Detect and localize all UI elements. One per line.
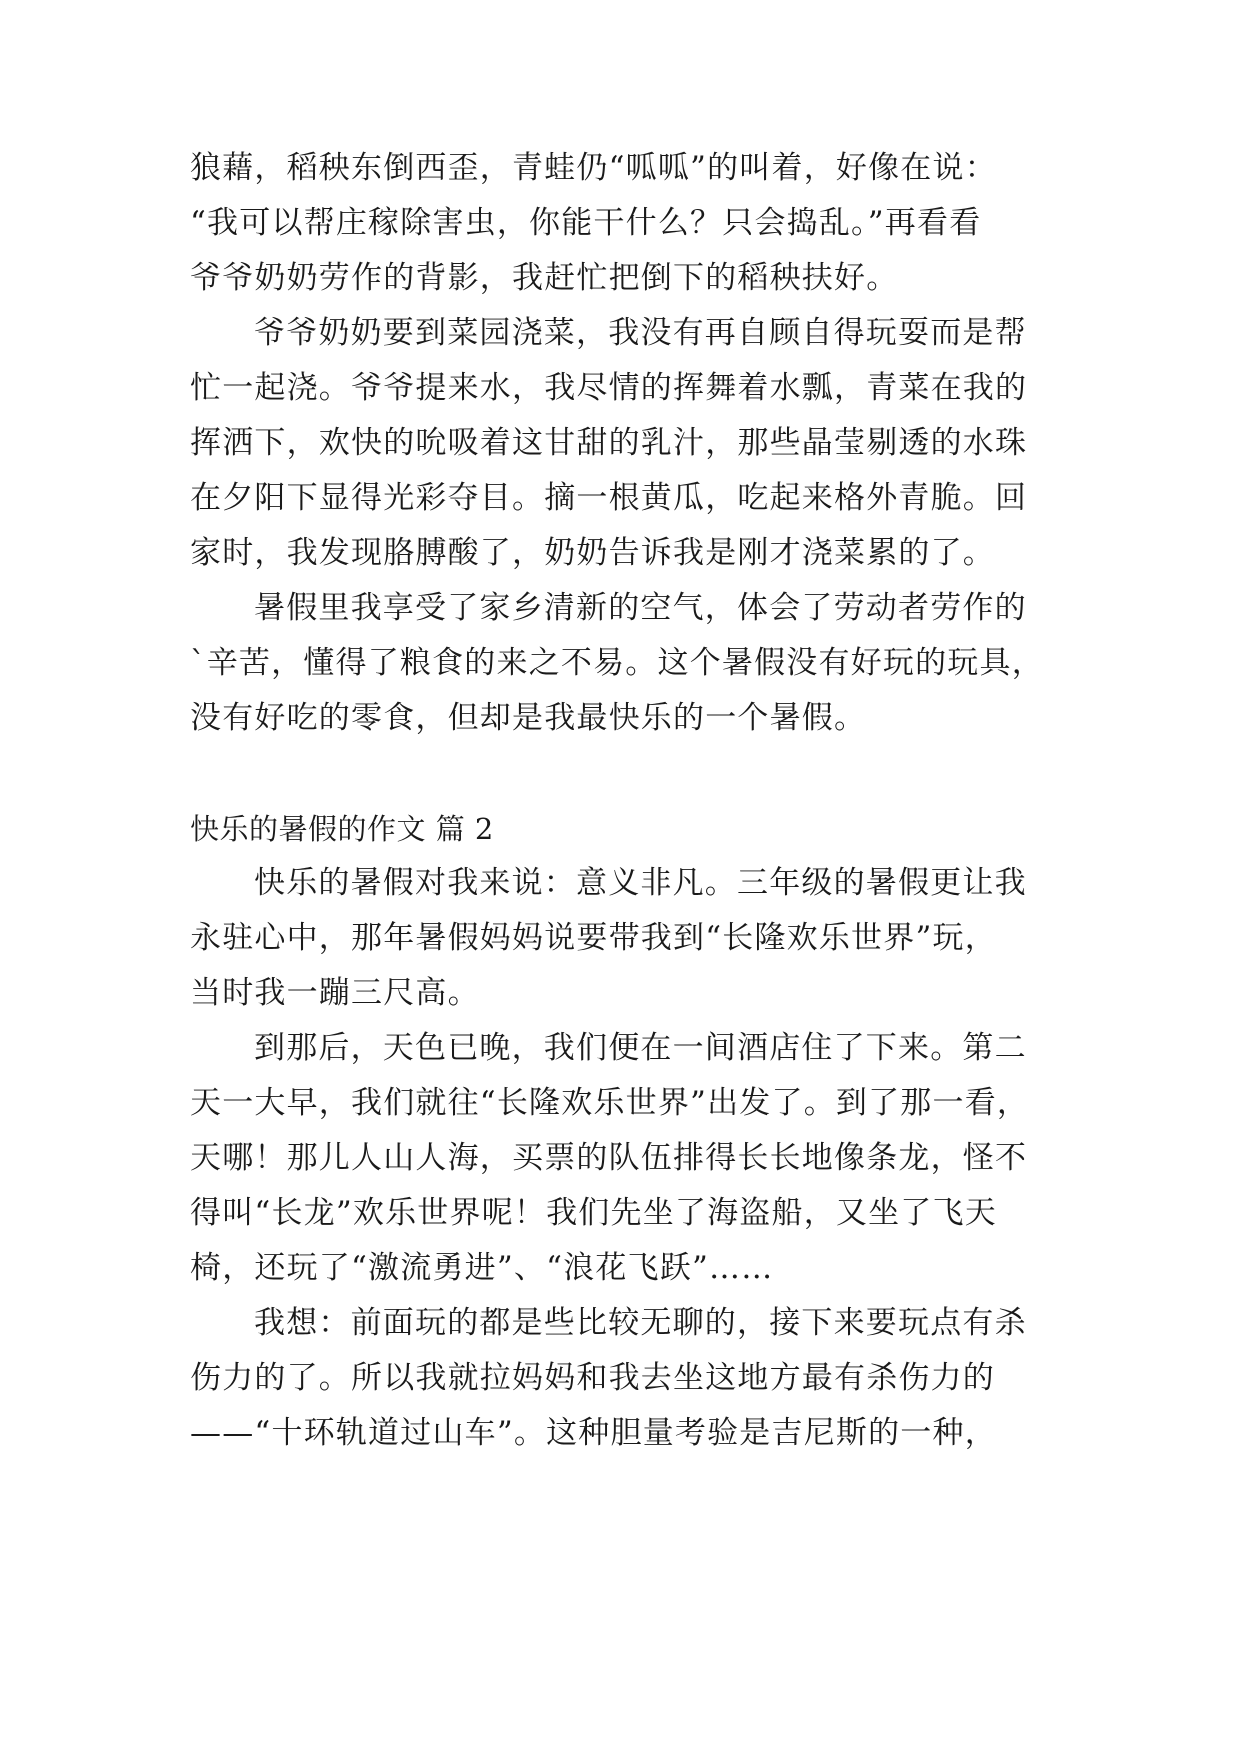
text-line: 到那后，天色已晚，我们便在一间酒店住了下来。第二 [254, 1030, 1027, 1066]
text-line: 得叫“长龙”欢乐世界呢！我们先坐了海盗船，又坐了飞天 [190, 1195, 997, 1231]
text-line: 天一大早，我们就往“长隆欢乐世界”出发了。到了那一看， [190, 1085, 1030, 1121]
text-line: `辛苦，懂得了粮食的来之不易。这个暑假没有好玩的玩具， [190, 645, 1044, 681]
text-line: 当时我一蹦三尺高。 [190, 975, 480, 1011]
text-line: ——“十环轨道过山车”。这种胆量考验是吉尼斯的一种， [190, 1415, 997, 1451]
text-line: 永驻心中，那年暑假妈妈说要带我到“长隆欢乐世界”玩， [190, 920, 997, 956]
text-line: 在夕阳下显得光彩夺目。摘一根黄瓜，吃起来格外青脆。回 [190, 480, 1028, 516]
section-heading: 快乐的暑假的作文 篇 2 [190, 812, 494, 846]
text-line: 我想：前面玩的都是些比较无聊的，接下来要玩点有杀 [254, 1305, 1027, 1341]
text-line: “我可以帮庄稼除害虫，你能干什么？只会捣乱。”再看看 [190, 205, 982, 241]
text-line: 快乐的暑假对我来说：意义非凡。三年级的暑假更让我 [254, 865, 1027, 901]
text-line: 家时，我发现胳膊酸了，奶奶告诉我是刚才浇菜累的了。 [190, 535, 995, 571]
text-line: 爷爷奶奶劳作的背影，我赶忙把倒下的稻秧扶好。 [190, 260, 899, 296]
text-line: 暑假里我享受了家乡清新的空气，体会了劳动者劳作的 [254, 590, 1027, 626]
text-line: 伤力的了。所以我就拉妈妈和我去坐这地方最有杀伤力的 [190, 1360, 995, 1396]
text-line: 椅，还玩了“激流勇进”、“浪花飞跃”…… [190, 1250, 774, 1286]
text-line: 忙一起浇。爷爷提来水，我尽情的挥舞着水瓢，青菜在我的 [190, 370, 1028, 406]
text-line: 没有好吃的零食，但却是我最快乐的一个暑假。 [190, 700, 867, 736]
text-line: 挥洒下，欢快的吮吸着这甘甜的乳汁，那些晶莹剔透的水珠 [190, 425, 1028, 461]
text-line: 狼藉，稻秧东倒西歪，青蛙仍“呱呱”的叫着，好像在说： [190, 150, 997, 186]
text-line: 爷爷奶奶要到菜园浇菜，我没有再自顾自得玩耍而是帮 [254, 315, 1027, 351]
text-line: 天哪！那儿人山人海，买票的队伍排得长长地像条龙，怪不 [190, 1140, 1028, 1176]
